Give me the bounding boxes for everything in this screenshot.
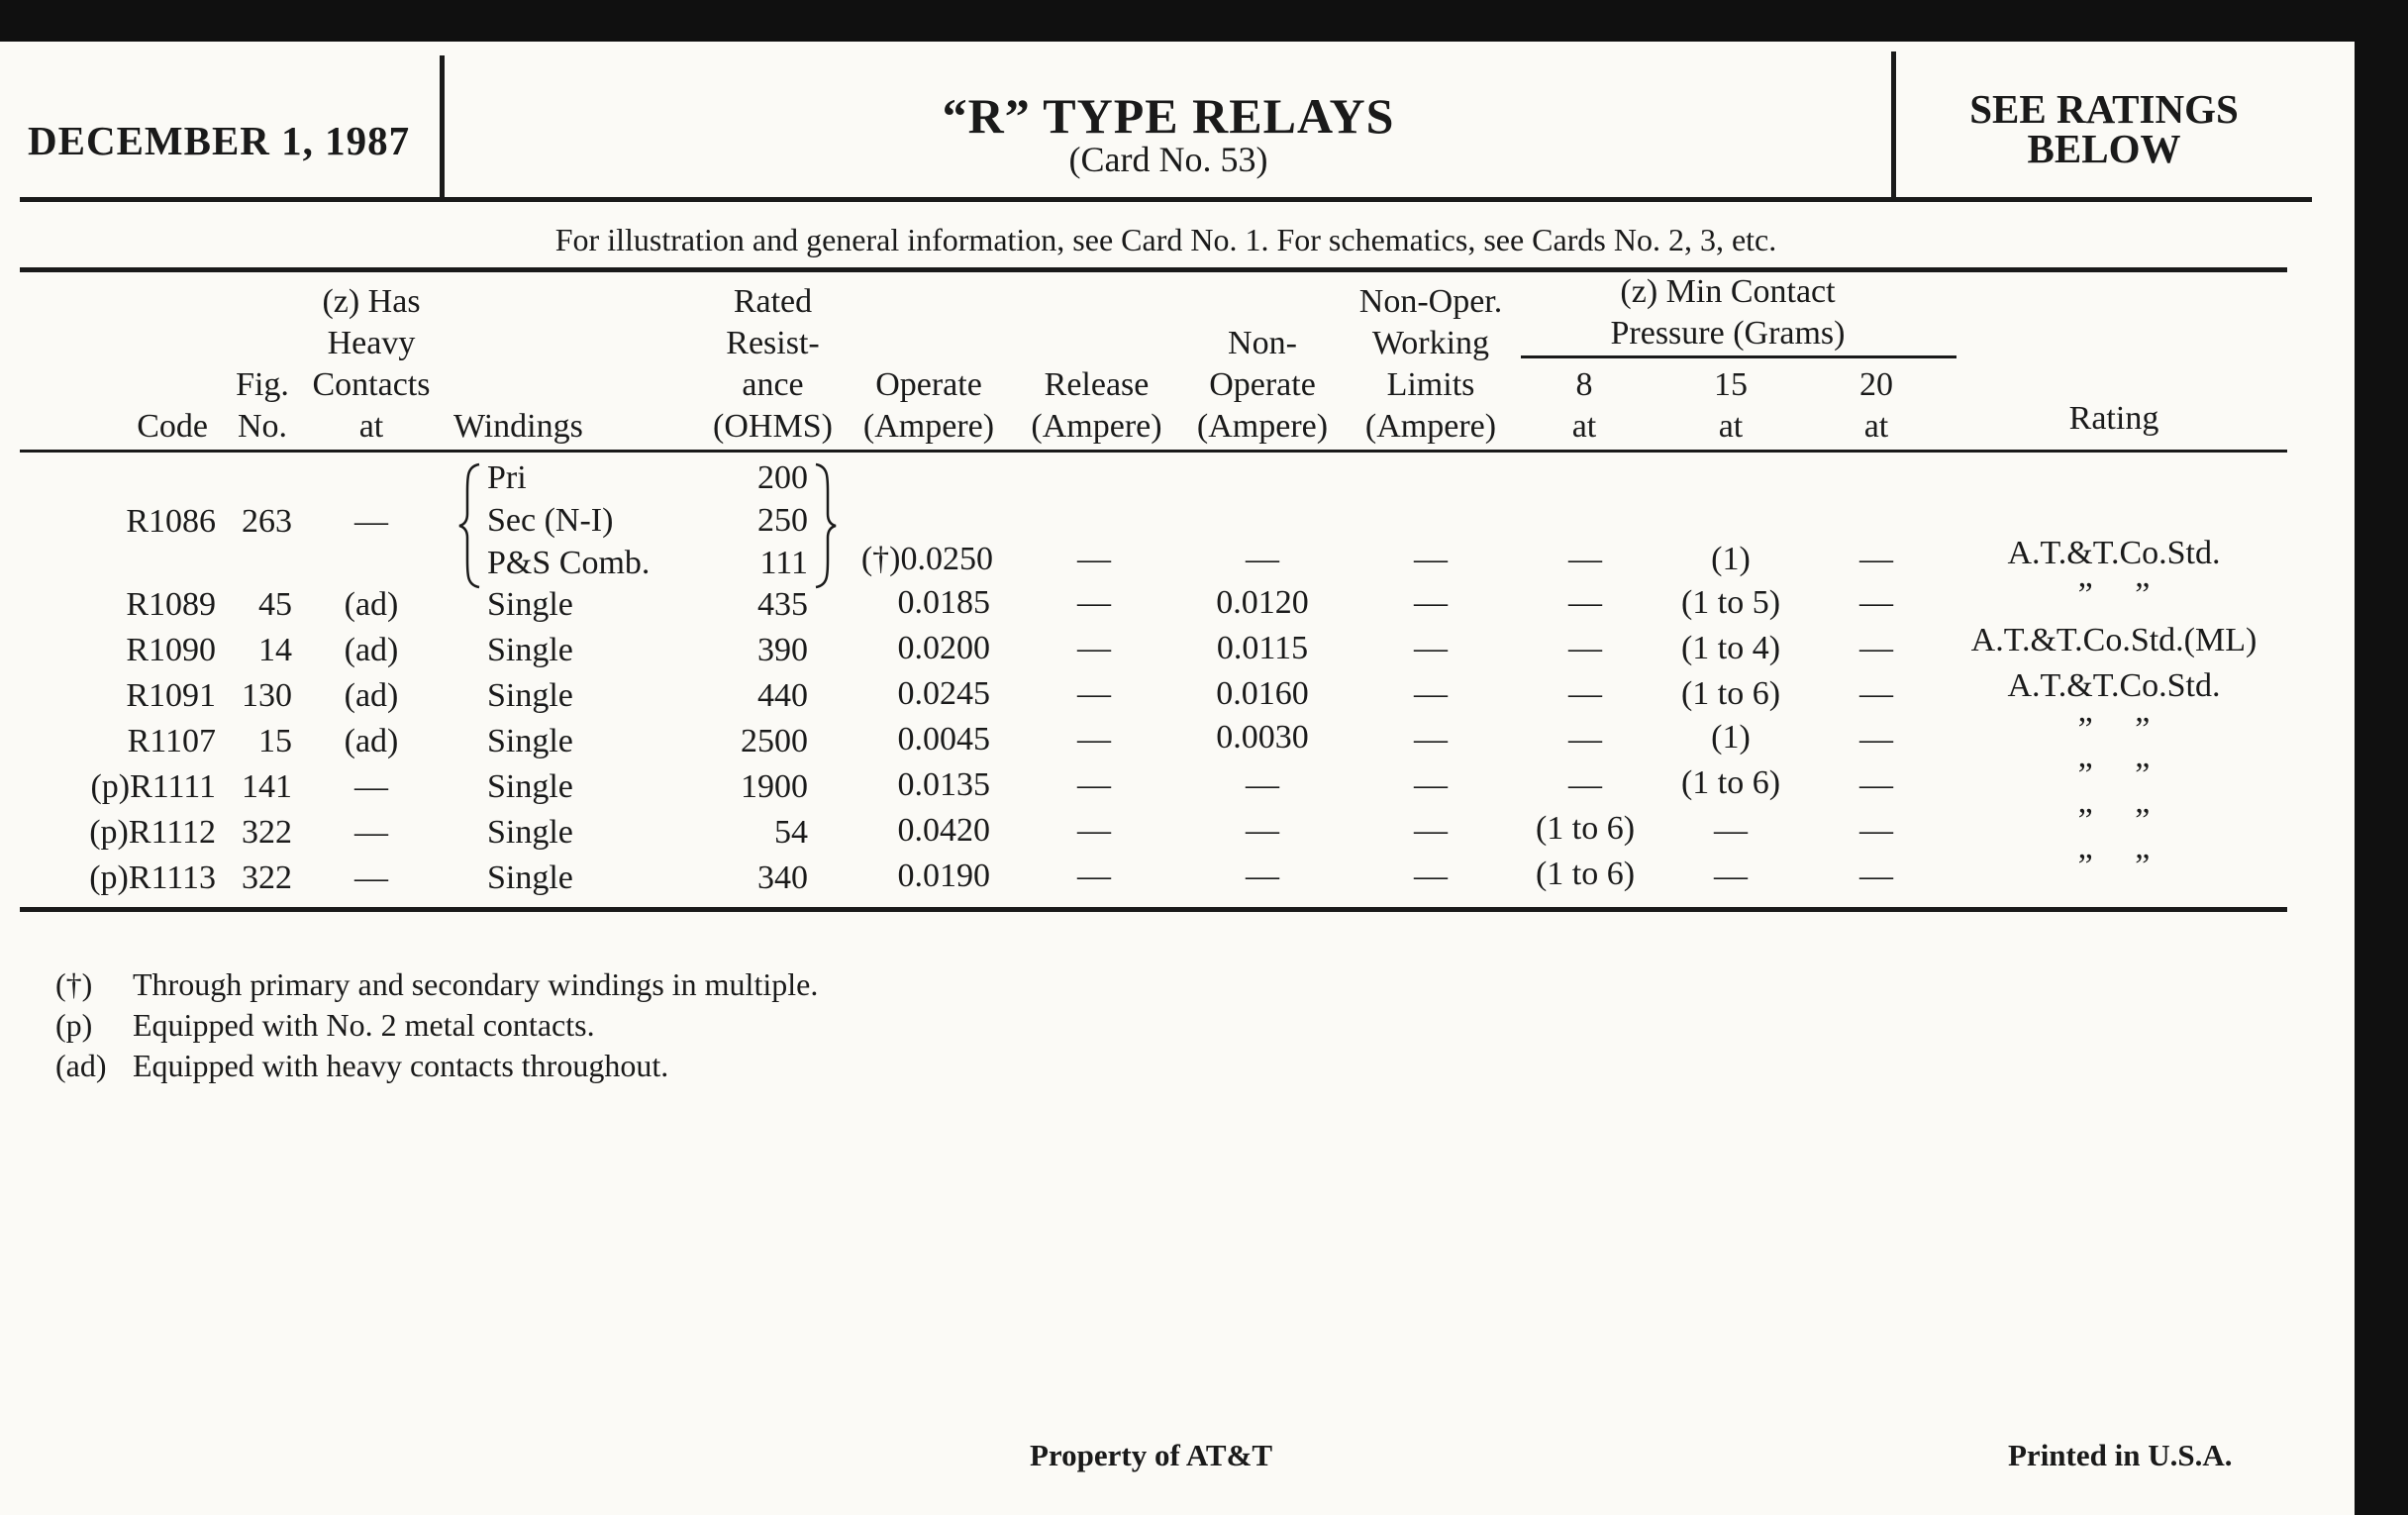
row-code: (p)R1113	[89, 859, 216, 896]
footnote-mark: (ad)	[55, 1048, 107, 1083]
row-contacts: (ad)	[344, 723, 399, 759]
row-p20: —	[1859, 721, 1893, 758]
row-resistance: 440	[757, 677, 808, 714]
row-non-operate: 0.0115	[1216, 630, 1309, 666]
row-p20: —	[1859, 675, 1893, 712]
row-contacts: (ad)	[344, 677, 399, 714]
row-non-oper-limits: —	[1414, 675, 1448, 712]
row-operate: 0.0185	[897, 584, 990, 621]
row-operate: 0.0190	[897, 858, 990, 894]
col-p15: 15 at	[1714, 366, 1748, 445]
pressure-group-rule	[1521, 355, 1956, 358]
row-resistance: 340	[757, 859, 808, 896]
row-fig: 45	[258, 586, 292, 623]
row-p20: —	[1859, 766, 1893, 803]
row-contacts: —	[354, 814, 388, 851]
row-p15: (1)	[1711, 541, 1751, 577]
footnote-text: Through primary and secondary windings in multiple.	[133, 966, 819, 1002]
row-rating: ” ”	[2077, 576, 2151, 613]
row-non-operate: —	[1246, 858, 1279, 894]
row-p15: —	[1714, 812, 1748, 849]
row-operate: 0.0045	[897, 721, 990, 758]
row-operate: (†)0.0250	[860, 541, 993, 577]
footnotes	[55, 964, 818, 1086]
header-divider-right	[1891, 51, 1896, 198]
row-operate: 0.0420	[897, 812, 990, 849]
row-windings: Single	[487, 586, 573, 623]
printed-notice: Printed in U.S.A.	[2008, 1438, 2233, 1472]
row-rating: ” ”	[2077, 848, 2151, 884]
row-p15: —	[1714, 858, 1748, 894]
row-p8: (1 to 6)	[1535, 856, 1636, 892]
row-code: R1086	[126, 503, 216, 540]
row-fig: 263	[242, 503, 292, 540]
row-fig: 14	[258, 632, 292, 668]
row-rating: ” ”	[2077, 802, 2151, 839]
row-operate: 0.0135	[897, 766, 990, 803]
row-p15: (1)	[1711, 719, 1751, 756]
footnote-mark: (†)	[55, 966, 93, 1002]
row-p20: —	[1859, 541, 1893, 577]
row-release: —	[1077, 766, 1111, 803]
row-winding-sec: Sec (N-I)	[487, 502, 614, 539]
footnote-text: Equipped with heavy contacts throughout.	[133, 1048, 669, 1083]
row-fig: 322	[242, 859, 292, 896]
row-resistance: 435	[757, 586, 808, 623]
row-contacts: (ad)	[344, 586, 399, 623]
header-rule	[20, 197, 2312, 202]
row-p15: (1 to 5)	[1680, 584, 1781, 621]
col-pressure-group: (z) Min Contact Pressure (Grams)	[1610, 273, 1846, 352]
row-code: (p)R1112	[89, 814, 216, 851]
col-rating: Rating	[2068, 400, 2159, 437]
row-winding-pri: Pri	[487, 459, 527, 496]
row-p8: —	[1568, 630, 1602, 666]
row-contacts: (ad)	[344, 632, 399, 668]
row-non-oper-limits: —	[1414, 721, 1448, 758]
row-release: —	[1077, 721, 1111, 758]
row-contacts: —	[354, 503, 388, 540]
row-code: R1091	[126, 677, 216, 714]
row-release: —	[1077, 675, 1111, 712]
row-p20: —	[1859, 858, 1893, 894]
row-rating: A.T.&T.Co.Std.(ML)	[1970, 622, 2258, 658]
row-p20: —	[1859, 630, 1893, 666]
row-non-oper-limits: —	[1414, 541, 1448, 577]
row-windings: Single	[487, 632, 573, 668]
row-non-oper-limits: —	[1414, 812, 1448, 849]
row-non-operate: —	[1246, 541, 1279, 577]
row-windings: Single	[487, 814, 573, 851]
row-p8: —	[1568, 584, 1602, 621]
row-resistance: 1900	[741, 768, 808, 805]
row-winding-comb: P&S Comb.	[487, 545, 651, 581]
row-non-operate: 0.0030	[1216, 719, 1309, 756]
row-resistance-sec: 250	[757, 502, 808, 539]
row-non-operate: —	[1246, 812, 1279, 849]
row-resistance: 2500	[741, 723, 808, 759]
row-code: R1090	[126, 632, 216, 668]
col-p8: 8 at	[1571, 366, 1597, 445]
see-ratings-note: SEE RATINGS BELOW	[1969, 86, 2239, 171]
row-contacts: —	[354, 768, 388, 805]
column-header-rule	[20, 450, 2287, 453]
row-p8: —	[1568, 675, 1602, 712]
row-fig: 15	[258, 723, 292, 759]
footnote	[55, 964, 818, 1005]
row-release: —	[1077, 541, 1111, 577]
row-non-oper-limits: —	[1414, 766, 1448, 803]
row-code: (p)R1111	[90, 768, 216, 805]
row-operate: 0.0245	[897, 675, 990, 712]
col-code: Code	[137, 408, 208, 445]
row-release: —	[1077, 584, 1111, 621]
col-windings: Windings	[453, 408, 583, 445]
row-windings: Single	[487, 768, 573, 805]
row-p8: —	[1568, 766, 1602, 803]
col-non-oper-limits: Non-Oper. Working Limits (Ampere)	[1358, 283, 1503, 445]
row-non-oper-limits: —	[1414, 630, 1448, 666]
col-contacts: (z) Has Heavy Contacts at	[312, 283, 431, 445]
row-p8: —	[1568, 541, 1602, 577]
row-rating: A.T.&T.Co.Std.	[2007, 535, 2221, 571]
row-resistance: 54	[774, 814, 808, 851]
row-p20: —	[1859, 584, 1893, 621]
col-non-operate: Non- Operate (Ampere)	[1196, 325, 1329, 445]
row-code: R1089	[126, 586, 216, 623]
row-non-operate: 0.0160	[1216, 675, 1309, 712]
row-non-operate: 0.0120	[1216, 584, 1309, 621]
row-release: —	[1077, 630, 1111, 666]
row-p20: —	[1859, 812, 1893, 849]
right-brace-icon	[812, 462, 838, 589]
col-fig: Fig. No.	[236, 366, 289, 445]
row-p8: (1 to 6)	[1535, 810, 1636, 847]
row-non-operate: —	[1246, 766, 1279, 803]
footnote-text: Equipped with No. 2 metal contacts.	[133, 1007, 595, 1043]
row-rating: ” ”	[2077, 757, 2151, 793]
row-resistance-pri: 200	[757, 459, 808, 496]
property-notice: Property of AT&T	[1030, 1438, 1273, 1472]
card-number: (Card No. 53)	[1068, 140, 1268, 179]
col-resistance: Rated Resist- ance (OHMS)	[713, 283, 833, 445]
row-resistance-comb: 111	[759, 545, 808, 581]
footnote	[55, 1005, 818, 1046]
row-rating: ” ”	[2077, 711, 2151, 748]
row-windings: Single	[487, 859, 573, 896]
row-fig: 322	[242, 814, 292, 851]
row-resistance: 390	[757, 632, 808, 668]
row-contacts: —	[354, 859, 388, 896]
footnote-mark: (p)	[55, 1007, 93, 1043]
row-p15: (1 to 6)	[1680, 675, 1781, 712]
col-operate: Operate (Ampere)	[862, 366, 995, 445]
row-non-oper-limits: —	[1414, 858, 1448, 894]
row-p15: (1 to 6)	[1680, 764, 1781, 801]
row-windings: Single	[487, 677, 573, 714]
row-non-oper-limits: —	[1414, 584, 1448, 621]
row-rating: A.T.&T.Co.Std.	[2007, 667, 2221, 704]
row-release: —	[1077, 858, 1111, 894]
table-bottom-rule	[20, 907, 2287, 912]
row-p8: —	[1568, 721, 1602, 758]
row-fig: 141	[242, 768, 292, 805]
left-brace-icon	[457, 462, 483, 589]
row-code: R1107	[127, 723, 216, 759]
col-release: Release (Ampere)	[1031, 366, 1162, 445]
header-divider-left	[440, 55, 445, 202]
info-rule	[20, 267, 2287, 272]
row-fig: 130	[242, 677, 292, 714]
relay-card	[0, 42, 2355, 1515]
col-p20: 20 at	[1859, 366, 1893, 445]
row-release: —	[1077, 812, 1111, 849]
card-date: DECEMBER 1, 1987	[28, 118, 411, 163]
card-title: “R” TYPE RELAYS	[942, 88, 1395, 144]
info-line: For illustration and general information, see Card No. 1. For schematics, see Cards No. 2, 3, etc.	[554, 222, 1777, 257]
row-windings: Single	[487, 723, 573, 759]
row-operate: 0.0200	[897, 630, 990, 666]
row-p15: (1 to 4)	[1680, 630, 1781, 666]
footnote	[55, 1046, 818, 1086]
